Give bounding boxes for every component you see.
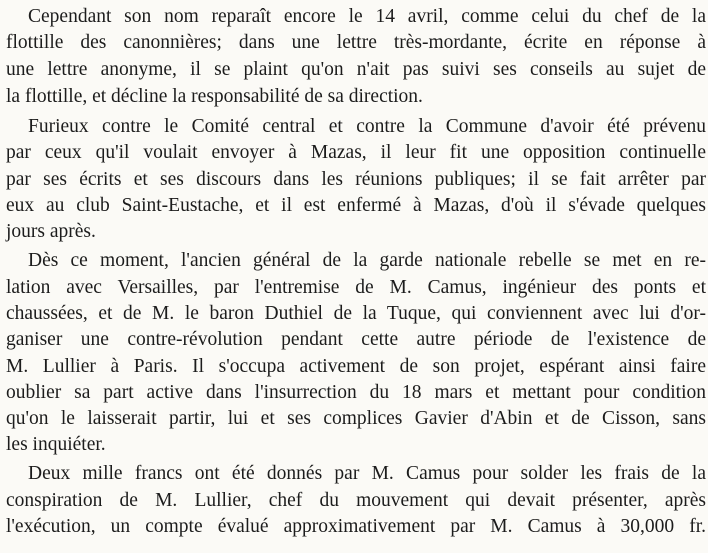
paragraph-3-line-4: ganiser une contre-révolution pendant cette autre période de l'existence de (6, 329, 706, 350)
paragraph-2-line-1: Furieux contre le Comité central et contre la Commune d'avoir été prévenu (28, 116, 706, 137)
paragraph-3-line-3: chaussées, et de M. le baron Duthiel de la Tuque, qui conviennent avec lui d'or- (6, 303, 706, 324)
paragraph-4-line-2: conspiration de M. Lullier, chef du mouvement qui devait présenter, après (6, 490, 706, 511)
paragraph-3-line-5: M. Lullier à Paris. Il s'occupa activement de son projet, espérant ainsi faire (6, 356, 706, 377)
paragraph-4-line-1: Deux mille francs ont été donnés par M. Camus pour solder les frais de la (28, 463, 706, 484)
paragraph-2-line-3: par ses écrits et ses discours dans les réunions publiques; il se fait arrêter par (6, 169, 706, 190)
paragraph-2-line-4: eux au club Saint-Eustache, et il est enfermé à Mazas, d'où il s'évade quelques (6, 195, 706, 216)
paragraph-3-line-7: qu'on le laisserait partir, lui et ses complices Gavier d'Abin et de Cisson, sans (6, 408, 706, 429)
paragraph-1-line-3: une lettre anonyme, il se plaint qu'on n'ait pas suivi ses conseils au sujet de (6, 59, 706, 80)
paragraph-4-line-3: l'exécution, un compte évalué approximativement par M. Camus à 30,000 fr. (6, 516, 706, 537)
paragraph-1-line-1: Cependant son nom reparaît encore le 14 avril, comme celui du chef de la (28, 6, 706, 27)
paragraph-3-line-6: oublier sa part active dans l'insurrection du 18 mars et mettant pour condition (6, 382, 706, 403)
paragraph-2-line-5: jours après. (6, 221, 96, 242)
paragraph-3-line-8: les inquiéter. (6, 434, 106, 455)
paragraph-2-line-2: par ceux qu'il voulait envoyer à Mazas, il leur fit une opposition continuelle (6, 142, 706, 163)
paragraph-1-line-4: la flottille, et décline la responsabilité de sa direction. (6, 86, 423, 107)
paragraph-1-line-2: flottille des canonnières; dans une lettre très-mordante, écrite en réponse à (6, 32, 706, 53)
paragraph-3-line-2: lation avec Versailles, par l'entremise de M. Camus, ingénieur des ponts et (6, 277, 706, 298)
paragraph-3-line-1: Dès ce moment, l'ancien général de la garde nationale rebelle se met en re- (28, 250, 706, 271)
